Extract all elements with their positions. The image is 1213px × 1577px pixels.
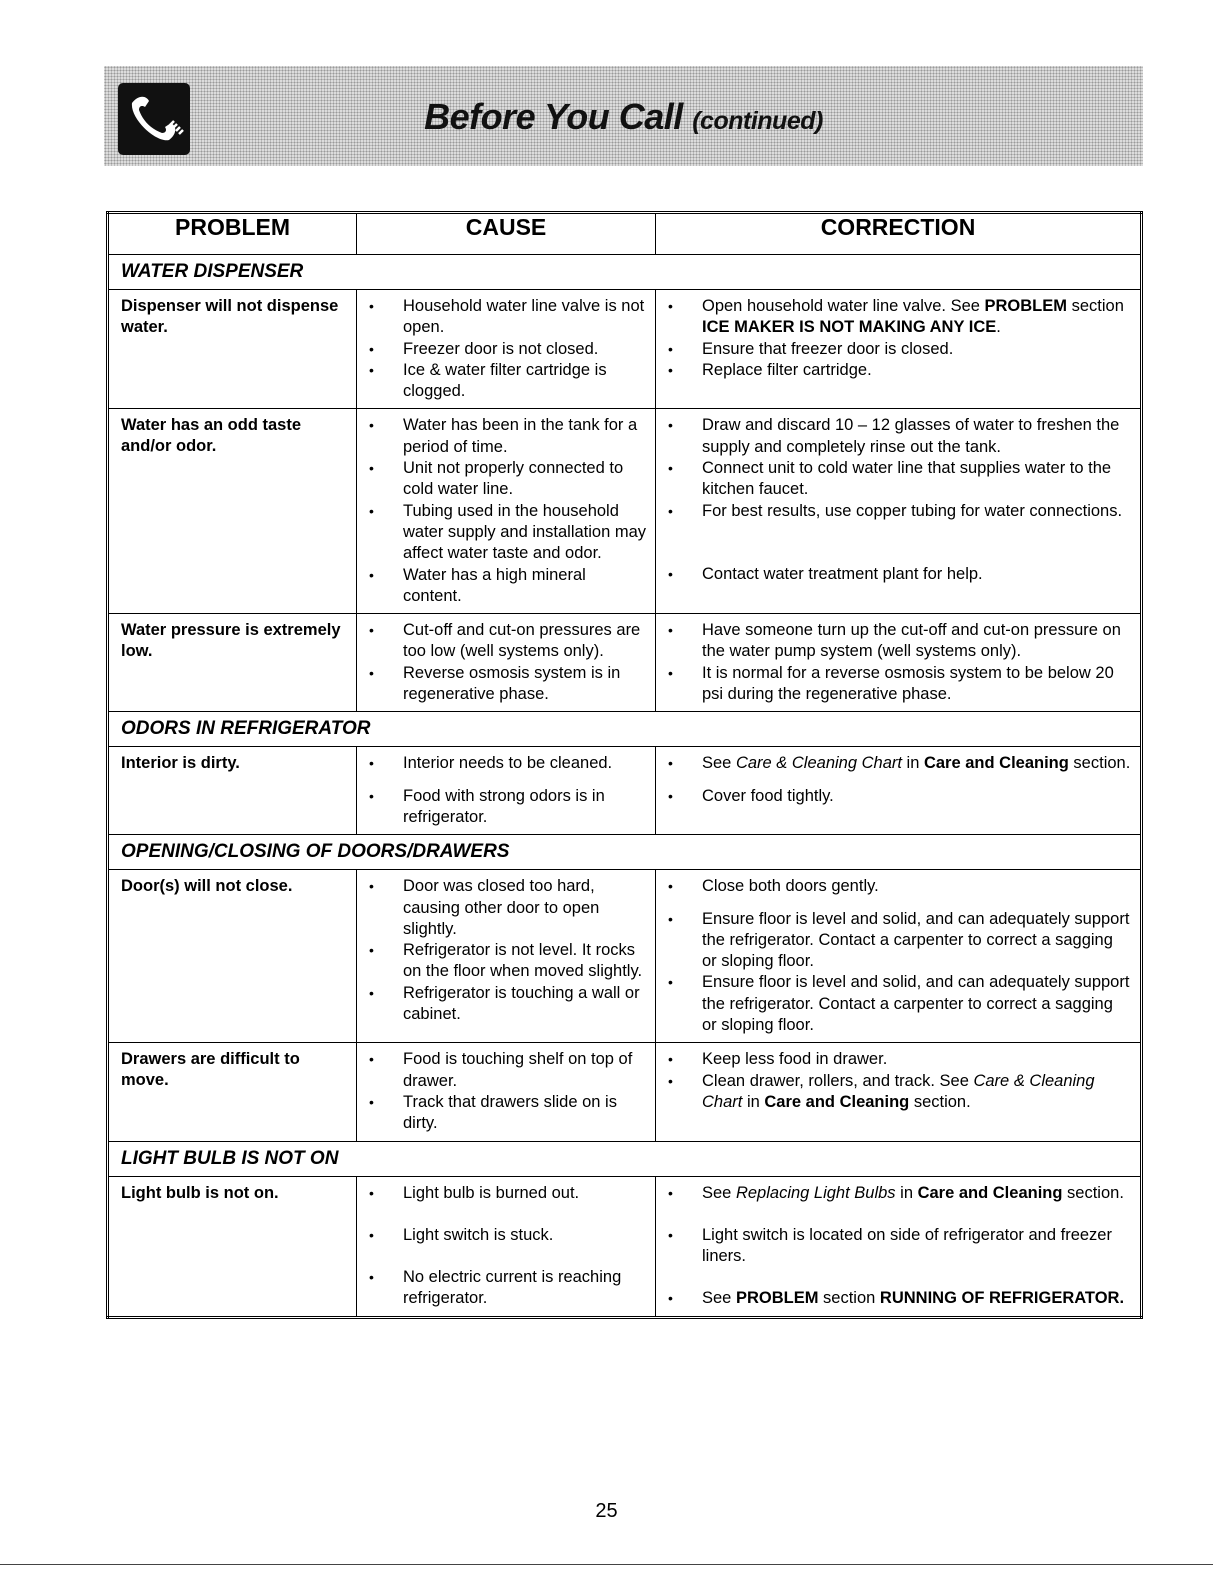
correction-text: section xyxy=(818,1289,880,1308)
correction-text: PROBLEM xyxy=(735,1289,819,1308)
problem-cell: Door(s) will not close. xyxy=(108,870,357,1043)
header-banner xyxy=(104,66,1143,166)
correction-item xyxy=(656,972,1132,1036)
title-subtitle: (continued) xyxy=(692,107,823,135)
cause-item: • Light switch is stuck. xyxy=(357,1225,647,1246)
correction-text: Close both doors gently. xyxy=(702,877,879,896)
cause-cell xyxy=(357,1043,656,1141)
title-text: Before You Call xyxy=(424,96,683,137)
cause-cell xyxy=(357,747,656,835)
column-header-cause: CAUSE xyxy=(357,213,656,255)
correction-item xyxy=(656,1049,1132,1070)
correction-text: See xyxy=(702,1183,736,1202)
correction-text: section xyxy=(1067,297,1124,315)
correction-item xyxy=(656,786,1132,807)
correction-cell xyxy=(656,409,1142,614)
problem-cell: Drawers are difficult to move. xyxy=(108,1043,357,1141)
section-row xyxy=(108,255,1142,290)
table-row xyxy=(108,290,1142,409)
cause-item: • No electric current is reaching refrigerator. xyxy=(357,1267,647,1310)
correction-text: Ensure floor is level and solid, and can adequately support the refrigerator. Contact a carpenter to correct a sagging or sloping floor. xyxy=(702,909,1130,971)
correction-item xyxy=(656,1183,1132,1204)
correction-cell xyxy=(656,614,1142,712)
correction-text: It is normal for a reverse osmosis system to be below 20 psi during the regenerative phase. xyxy=(702,663,1114,704)
correction-item xyxy=(656,501,1132,522)
correction-item xyxy=(656,339,1132,360)
table-row xyxy=(108,1176,1142,1317)
correction-text: section. xyxy=(909,1092,971,1111)
correction-item xyxy=(656,753,1132,774)
correction-item xyxy=(656,1288,1132,1309)
table-row xyxy=(108,614,1142,712)
correction-cell xyxy=(656,747,1142,835)
section-title: LIGHT BULB IS NOT ON xyxy=(108,1141,1142,1176)
section-title: OPENING/CLOSING OF DOORS/DRAWERS xyxy=(108,835,1142,870)
correction-text: Care and Cleaning xyxy=(764,1092,910,1111)
cause-item: • Water has been in the tank for a period of time. xyxy=(357,415,647,458)
column-header-problem: PROBLEM xyxy=(108,213,357,255)
cause-item: • Food with strong odors is in refrigerator. xyxy=(357,786,647,829)
correction-text: Care and Cleaning xyxy=(917,1183,1063,1202)
correction-text: See xyxy=(702,1289,736,1308)
cause-item: • Reverse osmosis system is in regenerative phase. xyxy=(357,663,647,706)
table-row xyxy=(108,1043,1142,1141)
correction-text: section. xyxy=(1062,1183,1124,1202)
correction-text: in xyxy=(901,754,924,773)
correction-item xyxy=(656,663,1132,706)
correction-text: Connect unit to cold water line that supplies water to the kitchen faucet. xyxy=(702,459,1112,499)
section-row xyxy=(108,835,1142,870)
correction-cell xyxy=(656,870,1142,1043)
correction-text: For best results, use copper tubing for water connections. xyxy=(702,501,1123,520)
cause-item: • Unit not properly connected to cold water line. xyxy=(357,458,647,501)
correction-item xyxy=(656,876,1132,897)
correction-cell xyxy=(656,1176,1142,1317)
correction-text: Clean drawer, rollers, and track. See xyxy=(702,1071,974,1090)
table-row xyxy=(108,409,1142,614)
cause-item: • Household water line valve is not open. xyxy=(357,296,647,339)
section-title: WATER DISPENSER xyxy=(108,255,1142,290)
correction-item xyxy=(656,458,1132,501)
page-number: 25 xyxy=(595,1500,618,1522)
correction-text: . xyxy=(996,318,1001,337)
cause-item: • Ice & water filter cartridge is clogged. xyxy=(357,360,647,403)
cause-cell xyxy=(357,1176,656,1317)
correction-text: Care & Cleaning Chart xyxy=(735,754,902,773)
table-row xyxy=(108,747,1142,835)
cause-cell xyxy=(357,290,656,409)
table-body xyxy=(108,255,1142,1318)
correction-text: Contact water treatment plant for help. xyxy=(702,564,983,583)
bottom-rule xyxy=(0,1564,1213,1565)
correction-text: in xyxy=(742,1092,765,1111)
correction-text: in xyxy=(895,1183,918,1202)
correction-text: section. xyxy=(1068,754,1131,773)
section-row xyxy=(108,712,1142,747)
correction-item xyxy=(656,909,1132,973)
cause-item: • Refrigerator is touching a wall or cabinet. xyxy=(357,983,647,1026)
correction-text: Replacing Light Bulbs xyxy=(735,1183,896,1202)
correction-text: Replace filter cartridge. xyxy=(702,360,872,379)
cause-item: • Refrigerator is not level. It rocks on the floor when moved slightly. xyxy=(357,940,647,983)
correction-text: Care & Cleaning Chart xyxy=(702,1071,1095,1111)
correction-item xyxy=(656,1225,1132,1268)
troubleshooting-table xyxy=(106,211,1143,1319)
section-title: ODORS IN REFRIGERATOR xyxy=(108,712,1142,747)
correction-text: Ensure floor is level and solid, and can adequately support the refrigerator. Contact a carpenter to correct a sagging or sloping floor. xyxy=(702,973,1130,1035)
correction-item xyxy=(656,296,1132,339)
cause-item: • Cut-off and cut-on pressures are too low (well systems only). xyxy=(357,620,647,663)
problem-cell: Light bulb is not on. xyxy=(108,1176,357,1317)
correction-text: RUNNING OF REFRIGERATOR. xyxy=(879,1289,1125,1308)
table-row xyxy=(108,870,1142,1043)
table-header-row xyxy=(108,213,1142,255)
column-header-correction: CORRECTION xyxy=(656,213,1142,255)
cause-item: • Food is touching shelf on top of drawer. xyxy=(357,1049,647,1092)
correction-text: Keep less food in drawer. xyxy=(702,1050,888,1069)
cause-item: • Water has a high mineral content. xyxy=(357,565,647,608)
cause-item: • Track that drawers slide on is dirty. xyxy=(357,1092,647,1135)
correction-item xyxy=(656,1071,1132,1114)
cause-cell xyxy=(357,409,656,614)
section-row xyxy=(108,1141,1142,1176)
correction-text: ICE MAKER IS NOT MAKING ANY ICE xyxy=(702,318,997,337)
correction-text: Light switch is located on side of refrigerator and freezer liners. xyxy=(702,1225,1112,1266)
cause-item: • Tubing used in the household water supply and installation may affect water taste and odor. xyxy=(357,501,647,565)
cause-cell xyxy=(357,614,656,712)
correction-cell xyxy=(656,1043,1142,1141)
correction-item xyxy=(656,415,1132,458)
problem-cell: Water has an odd taste and/or odor. xyxy=(108,409,357,614)
correction-text: Care and Cleaning xyxy=(923,754,1069,773)
cause-item: • Freezer door is not closed. xyxy=(357,339,647,360)
correction-text: Ensure that freezer door is closed. xyxy=(702,339,954,358)
correction-item xyxy=(656,360,1132,381)
correction-text: PROBLEM xyxy=(984,297,1068,315)
problem-cell: Interior is dirty. xyxy=(108,747,357,835)
page-title xyxy=(104,96,1143,138)
correction-text: Draw and discard 10 – 12 glasses of water to freshen the supply and completely rinse out the tank. xyxy=(702,416,1120,456)
correction-item xyxy=(656,620,1132,663)
cause-item: • Interior needs to be cleaned. xyxy=(357,753,647,774)
cause-cell xyxy=(357,870,656,1043)
cause-item: • Door was closed too hard, causing other door to open slightly. xyxy=(357,876,647,940)
cause-item: • Light bulb is burned out. xyxy=(357,1183,647,1204)
correction-text: Have someone turn up the cut-off and cut-on pressure on the water pump system (well systems only). xyxy=(702,621,1121,661)
problem-cell: Dispenser will not dispense water. xyxy=(108,290,357,409)
correction-text: Open household water line valve. See xyxy=(702,297,985,315)
correction-text: See xyxy=(702,754,736,773)
correction-cell xyxy=(656,290,1142,409)
correction-item xyxy=(656,564,1132,585)
correction-text: Cover food tightly. xyxy=(702,786,834,805)
problem-cell: Water pressure is extremely low. xyxy=(108,614,357,712)
